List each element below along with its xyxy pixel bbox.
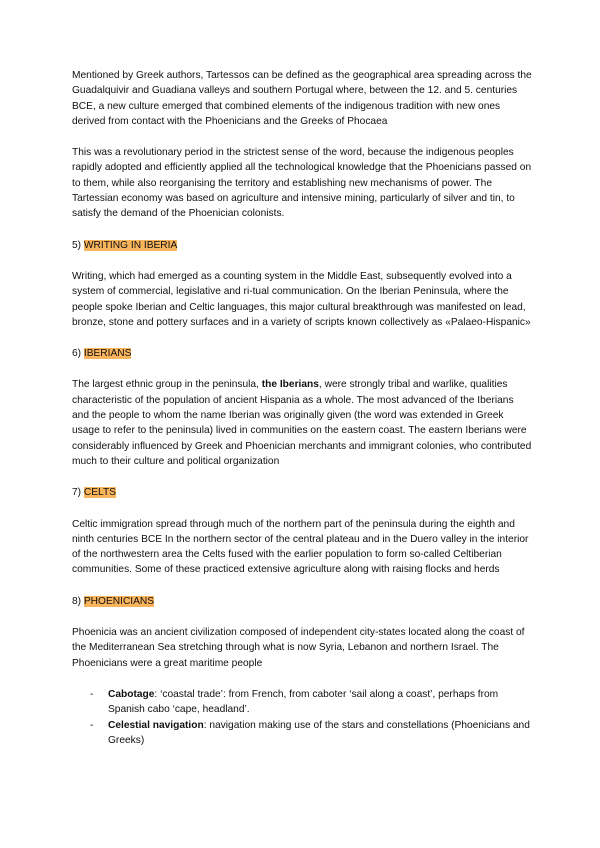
section-7-number: 7) bbox=[72, 487, 84, 499]
section-6-body-start: The largest ethnic group in the peninsula, bbox=[72, 379, 262, 391]
section-8-number: 8) bbox=[72, 595, 84, 607]
list-item bbox=[72, 718, 532, 749]
section-6-body bbox=[72, 377, 532, 469]
section-7-heading bbox=[72, 485, 532, 500]
section-6-heading bbox=[72, 346, 532, 361]
section-8-heading bbox=[72, 594, 532, 609]
section-5-title: WRITING IN IBERIA bbox=[83, 239, 178, 251]
section-7-title: CELTS bbox=[83, 487, 116, 499]
list-item bbox=[72, 687, 532, 718]
section-8-body: Phoenicia was an ancient civilization composed of independent city-states located along the coast of the Mediterranean Sea stretching through what is now Syria, Lebanon and northern Israel. The Phoenicians were a great maritime people bbox=[72, 627, 525, 669]
document-body bbox=[72, 68, 532, 748]
section-6-title: IBERIANS bbox=[83, 348, 132, 360]
bullet-text: : ‘coastal trade’: from French, from caboter ‘sail along a coast’, perhaps from Spanish cabo ‘cape, headland’. bbox=[108, 688, 499, 716]
bullet-dash: - bbox=[90, 688, 94, 700]
section-5-body: Writing, which had emerged as a counting system in the Middle East, subsequently evolved into a system of commercial, legislative and ri-tual communication. On the Iberian Peninsula, where the people spoke Iberian and Celtic languages, this major cultural breakthrough was manifested on lead, bronze, stone and pottery surfaces and in a variety of scripts known collectively as «Palaeo-Hispanic» bbox=[72, 270, 531, 328]
intro-paragraph-1: Mentioned by Greek authors, Tartessos can be defined as the geographical area spreading across the Guadalquivir and Guadiana valleys and southern Portugal where, between the 12. and 5. centuries BCE, a new culture emerged that combined elements of the indigenous tradition with new ones derived from contact with the Phoenicians and the Greeks of Phocaea bbox=[72, 70, 532, 127]
bullet-term: Celestial navigation bbox=[108, 719, 204, 731]
intro-paragraph-2: This was a revolutionary period in the strictest sense of the word, because the indigenous peoples rapidly adopted and efficiently applied all the technological knowledge that the Phoenicians passed on to them, while also reorganising the territory and establishing new mechanisms of power. The Tartessian economy was based on agriculture and intensive mining, particularly of silver and tin, to satisfy the demand of the Phoenician colonists. bbox=[72, 147, 532, 220]
section-5-heading bbox=[72, 238, 532, 253]
bullet-dash: - bbox=[90, 719, 94, 731]
section-8-title: PHOENICIANS bbox=[83, 595, 155, 607]
section-8-bullet-list bbox=[72, 687, 532, 748]
section-6-body-bold: the Iberians bbox=[261, 379, 319, 391]
bullet-text: : navigation making use of the stars and constellations (Phoenicians and Greeks) bbox=[108, 719, 530, 746]
section-5-number: 5) bbox=[72, 239, 84, 251]
section-6-number: 6) bbox=[72, 348, 84, 360]
section-7-body: Celtic immigration spread through much of the northern part of the peninsula during the eighth and ninth centuries BCE In the northern sector of the central plateau and in the Duero valley in the interior of the northwestern area the Celts fused with the earlier population to form so-called Celtiberian communities. Some of these practiced extensive agriculture along with raising flocks and herds bbox=[72, 518, 529, 576]
bullet-term: Cabotage bbox=[108, 688, 155, 700]
section-6-body-end: , were strongly tribal and warlike, qualities characteristic of the population of ancient Hispania as a whole. The most advanced of the Iberians and the people to whom the name Iberian was originally given (the word was extended in Greek usage to refer to the peninsula) lived in communities on the eastern coast. The eastern Iberians were considerably influenced by Greek and Phoenician merchants and immigrant colonies, who contributed much to their culture and political organization bbox=[72, 379, 532, 467]
